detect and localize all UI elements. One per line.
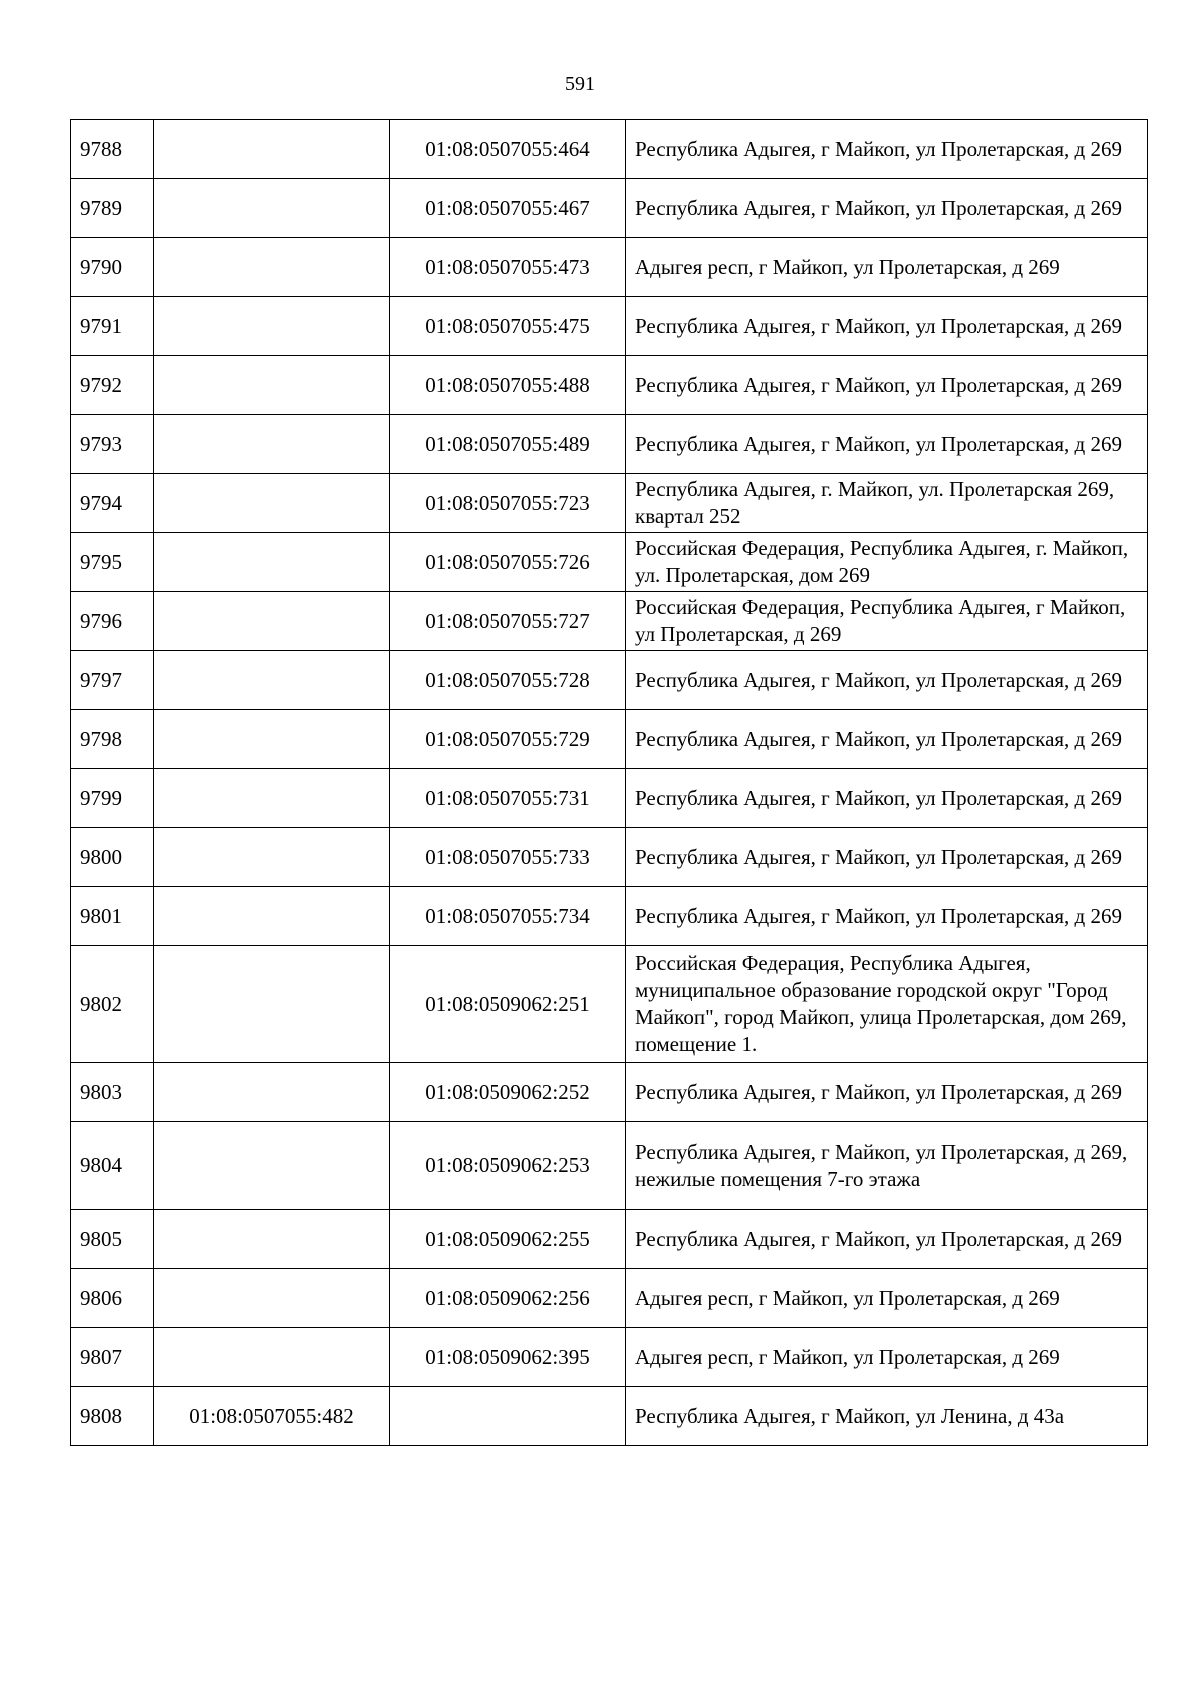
table-row [71, 887, 1148, 946]
address-cell: Республика Адыгея, г Майкоп, ул Пролетарская, д 269, нежилые помещения 7-го этажа [626, 1122, 1148, 1210]
cadastral-number-cell [154, 474, 390, 533]
cadastral-number-cell [154, 710, 390, 769]
row-number-cell: 9795 [71, 533, 154, 592]
address-cell: Республика Адыгея, г Майкоп, ул Пролетарская, д 269 [626, 356, 1148, 415]
table-row [71, 1122, 1148, 1210]
cadastral-number-cell: 01:08:0509062:395 [390, 1328, 626, 1387]
registry-table [70, 119, 1148, 1446]
address-cell: Республика Адыгея, г Майкоп, ул Пролетарская, д 269 [626, 828, 1148, 887]
address-cell: Адыгея респ, г Майкоп, ул Пролетарская, д 269 [626, 1269, 1148, 1328]
cadastral-number-cell [154, 1269, 390, 1328]
address-cell: Республика Адыгея, г Майкоп, ул Пролетарская, д 269 [626, 1063, 1148, 1122]
cadastral-number-cell [154, 1328, 390, 1387]
cadastral-number-cell: 01:08:0509062:251 [390, 946, 626, 1063]
table-row [71, 297, 1148, 356]
cadastral-number-cell [390, 1387, 626, 1446]
row-number-cell: 9802 [71, 946, 154, 1063]
row-number-cell: 9808 [71, 1387, 154, 1446]
cadastral-number-cell [154, 533, 390, 592]
address-cell: Российская Федерация, Республика Адыгея, муниципальное образование городской округ "Город Майкоп", город Майкоп, улица Пролетарская, дом 269, помещение 1. [626, 946, 1148, 1063]
cadastral-number-cell [154, 120, 390, 179]
cadastral-number-cell: 01:08:0507055:488 [390, 356, 626, 415]
address-cell: Республика Адыгея, г Майкоп, ул Пролетарская, д 269 [626, 297, 1148, 356]
table-row [71, 1387, 1148, 1446]
row-number-cell: 9790 [71, 238, 154, 297]
table-row [71, 828, 1148, 887]
table-row [71, 1210, 1148, 1269]
cadastral-number-cell: 01:08:0507055:734 [390, 887, 626, 946]
cadastral-number-cell: 01:08:0507055:467 [390, 179, 626, 238]
row-number-cell: 9798 [71, 710, 154, 769]
table-row [71, 474, 1148, 533]
cadastral-number-cell [154, 1063, 390, 1122]
table-row [71, 1269, 1148, 1328]
table-row [71, 120, 1148, 179]
cadastral-number-cell: 01:08:0507055:473 [390, 238, 626, 297]
cadastral-number-cell: 01:08:0507055:726 [390, 533, 626, 592]
cadastral-number-cell [154, 887, 390, 946]
cadastral-number-cell: 01:08:0507055:489 [390, 415, 626, 474]
cadastral-number-cell [154, 651, 390, 710]
cadastral-number-cell: 01:08:0509062:252 [390, 1063, 626, 1122]
row-number-cell: 9806 [71, 1269, 154, 1328]
cadastral-number-cell [154, 1210, 390, 1269]
cadastral-number-cell [154, 769, 390, 828]
table-row [71, 592, 1148, 651]
table-row [71, 1063, 1148, 1122]
address-cell: Республика Адыгея, г Майкоп, ул Пролетарская, д 269 [626, 1210, 1148, 1269]
address-cell: Республика Адыгея, г Майкоп, ул Ленина, д 43а [626, 1387, 1148, 1446]
row-number-cell: 9805 [71, 1210, 154, 1269]
address-cell: Адыгея респ, г Майкоп, ул Пролетарская, д 269 [626, 1328, 1148, 1387]
row-number-cell: 9794 [71, 474, 154, 533]
cadastral-number-cell: 01:08:0507055:475 [390, 297, 626, 356]
cadastral-number-cell: 01:08:0507055:729 [390, 710, 626, 769]
row-number-cell: 9801 [71, 887, 154, 946]
cadastral-number-cell: 01:08:0507055:723 [390, 474, 626, 533]
address-cell: Адыгея респ, г Майкоп, ул Пролетарская, д 269 [626, 238, 1148, 297]
cadastral-number-cell [154, 415, 390, 474]
cadastral-number-cell: 01:08:0507055:733 [390, 828, 626, 887]
cadastral-number-cell [154, 1122, 390, 1210]
row-number-cell: 9791 [71, 297, 154, 356]
row-number-cell: 9803 [71, 1063, 154, 1122]
table-row [71, 356, 1148, 415]
table-row [71, 238, 1148, 297]
page-number: 591 [565, 73, 595, 95]
row-number-cell: 9799 [71, 769, 154, 828]
table-row [71, 1328, 1148, 1387]
row-number-cell: 9789 [71, 179, 154, 238]
cadastral-number-cell [154, 179, 390, 238]
cadastral-number-cell: 01:08:0509062:255 [390, 1210, 626, 1269]
row-number-cell: 9804 [71, 1122, 154, 1210]
address-cell: Республика Адыгея, г Майкоп, ул Пролетарская, д 269 [626, 887, 1148, 946]
row-number-cell: 9788 [71, 120, 154, 179]
cadastral-number-cell [154, 238, 390, 297]
registry-table-body [71, 120, 1148, 1446]
row-number-cell: 9807 [71, 1328, 154, 1387]
row-number-cell: 9796 [71, 592, 154, 651]
table-row [71, 533, 1148, 592]
table-row [71, 769, 1148, 828]
table-row [71, 651, 1148, 710]
cadastral-number-cell: 01:08:0507055:727 [390, 592, 626, 651]
cadastral-number-cell [154, 297, 390, 356]
row-number-cell: 9797 [71, 651, 154, 710]
table-row [71, 179, 1148, 238]
table-row [71, 710, 1148, 769]
cadastral-number-cell: 01:08:0507055:482 [154, 1387, 390, 1446]
table-row [71, 946, 1148, 1063]
cadastral-number-cell [154, 356, 390, 415]
address-cell: Республика Адыгея, г Майкоп, ул Пролетарская, д 269 [626, 710, 1148, 769]
row-number-cell: 9792 [71, 356, 154, 415]
cadastral-number-cell [154, 828, 390, 887]
cadastral-number-cell: 01:08:0507055:731 [390, 769, 626, 828]
address-cell: Российская Федерация, Республика Адыгея, г. Майкоп, ул. Пролетарская, дом 269 [626, 533, 1148, 592]
address-cell: Республика Адыгея, г Майкоп, ул Пролетарская, д 269 [626, 120, 1148, 179]
row-number-cell: 9800 [71, 828, 154, 887]
address-cell: Республика Адыгея, г Майкоп, ул Пролетарская, д 269 [626, 179, 1148, 238]
cadastral-number-cell: 01:08:0507055:464 [390, 120, 626, 179]
cadastral-number-cell [154, 946, 390, 1063]
address-cell: Российская Федерация, Республика Адыгея, г Майкоп, ул Пролетарская, д 269 [626, 592, 1148, 651]
cadastral-number-cell: 01:08:0509062:256 [390, 1269, 626, 1328]
address-cell: Республика Адыгея, г Майкоп, ул Пролетарская, д 269 [626, 769, 1148, 828]
cadastral-number-cell: 01:08:0507055:728 [390, 651, 626, 710]
address-cell: Республика Адыгея, г Майкоп, ул Пролетарская, д 269 [626, 651, 1148, 710]
row-number-cell: 9793 [71, 415, 154, 474]
address-cell: Республика Адыгея, г. Майкоп, ул. Пролетарская 269, квартал 252 [626, 474, 1148, 533]
table-row [71, 415, 1148, 474]
cadastral-number-cell [154, 592, 390, 651]
cadastral-number-cell: 01:08:0509062:253 [390, 1122, 626, 1210]
address-cell: Республика Адыгея, г Майкоп, ул Пролетарская, д 269 [626, 415, 1148, 474]
